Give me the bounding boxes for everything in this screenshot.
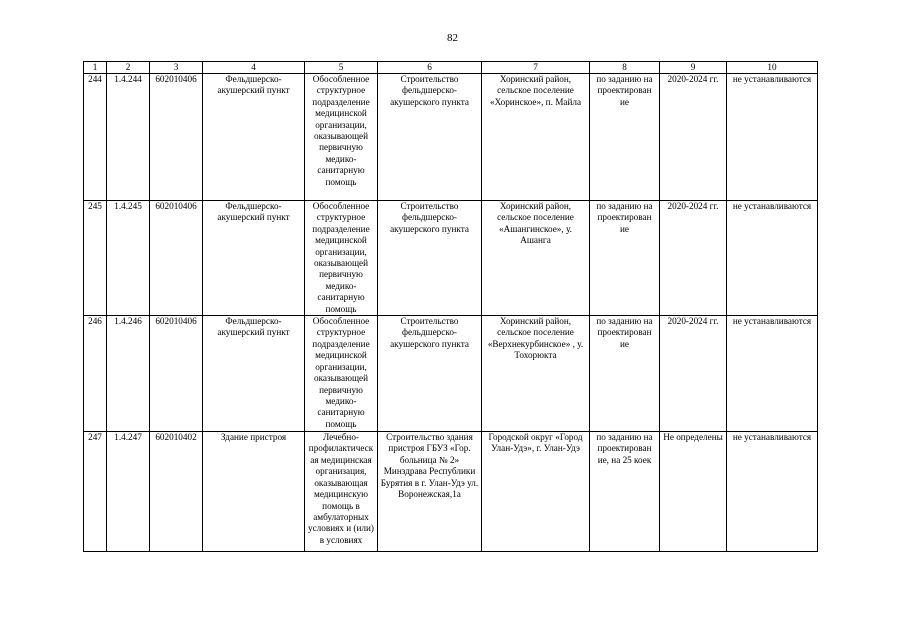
period-cell: 2020-2024 гг. [660, 201, 727, 316]
object-code-cell: 1.4.244 [107, 74, 150, 201]
column-header: 8 [590, 62, 660, 74]
location-cell: Городской округ «Город Улан-Удэ», г. Улан-Удэ [482, 432, 590, 552]
location-cell: Хоринский район, сельское поселение «Хоринское», п. Майла [482, 74, 590, 201]
capacity-cell: по заданию на проектирован ие [590, 316, 660, 432]
object-code-cell: 1.4.247 [107, 432, 150, 552]
object-name-cell: Фельдшерско-акушерский пункт [203, 74, 305, 201]
class-code-cell: 602010406 [150, 74, 203, 201]
row-number-cell: 246 [84, 316, 107, 432]
zones-cell: не устанавливаются [727, 201, 818, 316]
action-cell: Строительство здания пристроя ГБУЗ «Гор. больница № 2» Минздрава Республики Бурятия в г. Улан-Удэ ул. Воронежская,1а [378, 432, 482, 552]
table-row [84, 316, 818, 432]
column-header: 7 [482, 62, 590, 74]
capacity-cell: по заданию на проектирован ие [590, 201, 660, 316]
object-name-cell: Фельдшерско-акушерский пункт [203, 201, 305, 316]
row-number-cell: 244 [84, 74, 107, 201]
column-header: 10 [727, 62, 818, 74]
purpose-cell: Обособленное структурное подразделение медицинской организации, оказывающей первичную медико-санитарную помощь [305, 74, 378, 201]
object-code-cell: 1.4.245 [107, 201, 150, 316]
action-cell: Строительство фельдшерско-акушерского пункта [378, 74, 482, 201]
zones-cell: не устанавливаются [727, 432, 818, 552]
period-cell: Не определены [660, 432, 727, 552]
document-table [83, 61, 818, 552]
column-header: 4 [203, 62, 305, 74]
column-header: 2 [107, 62, 150, 74]
object-name-cell: Фельдшерско-акушерский пункт [203, 316, 305, 432]
page-number: 82 [447, 32, 458, 44]
table-row [84, 432, 818, 552]
purpose-cell: Обособленное структурное подразделение медицинской организации, оказывающей первичную медико-санитарную помощь [305, 316, 378, 432]
purpose-cell: Лечебно-профилактическ ая медицинская организация, оказывающая медицинскую помощь в амбулаторных условиях и (или) в условиях [305, 432, 378, 552]
purpose-cell: Обособленное структурное подразделение медицинской организации, оказывающей первичную медико-санитарную помощь [305, 201, 378, 316]
object-code-cell: 1.4.246 [107, 316, 150, 432]
zones-cell: не устанавливаются [727, 74, 818, 201]
row-number-cell: 245 [84, 201, 107, 316]
header-row [84, 62, 818, 74]
period-cell: 2020-2024 гг. [660, 74, 727, 201]
capacity-cell: по заданию на проектирован ие [590, 74, 660, 201]
table-row [84, 74, 818, 201]
column-header: 5 [305, 62, 378, 74]
action-cell: Строительство фельдшерско-акушерского пункта [378, 316, 482, 432]
class-code-cell: 602010402 [150, 432, 203, 552]
column-header: 6 [378, 62, 482, 74]
capacity-cell: по заданию на проектирован ие, на 25 коек [590, 432, 660, 552]
row-number-cell: 247 [84, 432, 107, 552]
period-cell: 2020-2024 гг. [660, 316, 727, 432]
zones-cell: не устанавливаются [727, 316, 818, 432]
column-header: 3 [150, 62, 203, 74]
location-cell: Хоринский район, сельское поселение «Ашангинское», у. Ашанга [482, 201, 590, 316]
class-code-cell: 602010406 [150, 201, 203, 316]
table-row [84, 201, 818, 316]
column-header: 9 [660, 62, 727, 74]
object-name-cell: Здание пристроя [203, 432, 305, 552]
location-cell: Хоринский район, сельское поселение «Верхнекурбинское» , у. Тохорюкта [482, 316, 590, 432]
class-code-cell: 602010406 [150, 316, 203, 432]
column-header: 1 [84, 62, 107, 74]
action-cell: Строительство фельдшерско-акушерского пункта [378, 201, 482, 316]
